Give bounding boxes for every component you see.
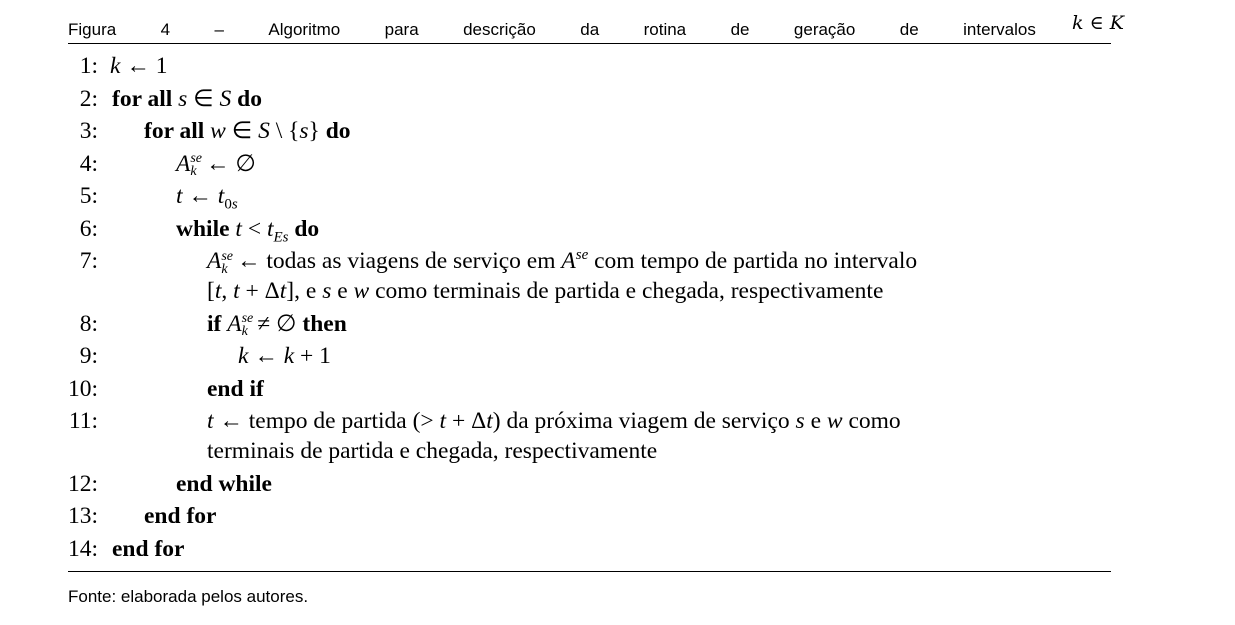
algo-line-9 (68, 340, 1111, 373)
line-number: 11: (68, 408, 98, 434)
line-text: terminais de partida e chegada, respectivamente (207, 438, 658, 464)
keyword: while (176, 215, 230, 242)
line-code: k ← 1 (110, 53, 168, 79)
keyword: do (237, 85, 262, 112)
line-code: t ← $t_{0s}$ (176, 183, 238, 213)
bottom-rule (68, 571, 1111, 572)
caption-word: Algoritmo (268, 20, 341, 39)
line-number: 6: (79, 215, 98, 242)
line-number: 3: (79, 118, 98, 144)
keyword: for all (144, 118, 205, 144)
algo-line-2 (68, 83, 1111, 116)
line-code: A se k ← ∅ (176, 150, 256, 180)
algo-line-7 (68, 245, 1111, 275)
line-code: for all s ∈ S do (112, 85, 262, 112)
algo-line-6 (68, 213, 1111, 246)
line-code: while $t < t_{Es}$ do (176, 215, 320, 246)
algo-line-10 (68, 373, 1111, 406)
line-code: A se k ← todas as viagens de serviço em $A^{se}$ com tempo de partida no intervalo (207, 247, 918, 277)
keyword: then (302, 310, 347, 337)
line-code (112, 533, 184, 566)
algo-line-5 (68, 180, 1111, 213)
line-number: 14: (68, 535, 99, 562)
line-text: todas as viagens de serviço em (266, 248, 556, 274)
line-text: da próxima viagem de serviço (506, 408, 790, 434)
keyword: if (207, 310, 222, 337)
line-code: for all w ∈ S \ {s} do (144, 118, 351, 144)
keyword: end for (112, 535, 185, 562)
caption-math-var: k (1072, 12, 1084, 34)
algo-line-11-cont (68, 435, 1111, 468)
line-number: 13: (68, 503, 99, 529)
keyword: end for (144, 503, 217, 529)
line-number: 12: (68, 470, 99, 497)
algo-line-12 (68, 468, 1111, 501)
line-number: 10: (68, 375, 99, 402)
line-text: e (337, 278, 348, 304)
line-number: 1: (79, 53, 98, 79)
caption-word: Figura (68, 20, 117, 39)
line-number: 8: (79, 310, 98, 337)
algorithm-block (68, 50, 1111, 565)
keyword: end if (207, 375, 264, 402)
algo-line-1 (68, 50, 1111, 83)
caption-word: para (384, 20, 419, 39)
line-code: [t, t + Δt], e s e w como terminais de partida e chegada, respectivamente (207, 278, 884, 304)
keyword: end while (176, 470, 272, 497)
algo-line-11 (68, 405, 1111, 435)
algo-line-14 (68, 533, 1111, 566)
source-note: Fonte: elaborada pelos autores. (68, 587, 309, 606)
keyword: for all (112, 85, 173, 112)
algo-line-3 (68, 115, 1111, 148)
caption-word: rotina (643, 20, 687, 39)
line-number: 7: (79, 248, 98, 274)
caption-word: de (730, 20, 750, 39)
caption-word: 4 (160, 20, 171, 39)
line-number: 5: (79, 183, 98, 209)
line-code (207, 435, 657, 468)
line-code (207, 373, 264, 406)
line-code (176, 468, 272, 501)
line-text: , e (294, 278, 317, 304)
algo-line-4 (68, 148, 1111, 181)
caption-word: descrição (463, 20, 536, 39)
line-text: como terminais de partida e chegada, respectivamente (375, 278, 884, 304)
line-code (144, 500, 216, 533)
line-text: tempo de partida (248, 408, 407, 434)
caption-word: da (580, 20, 600, 39)
keyword: do (325, 118, 351, 144)
line-number: 9: (79, 343, 98, 369)
figure-caption (68, 14, 1138, 44)
line-number: 4: (79, 150, 98, 177)
line-code: if A se k ≠ ∅ then (207, 310, 347, 340)
caption-math-set: K (1109, 12, 1124, 34)
algo-line-8 (68, 308, 1111, 341)
algo-line-7-cont (68, 275, 1111, 308)
caption-words (68, 20, 1036, 40)
line-number: 2: (79, 85, 98, 112)
line-text: com tempo de partida no intervalo (594, 248, 918, 274)
caption-word: – (214, 20, 224, 39)
line-text: como (848, 408, 901, 434)
line-text: e (810, 408, 821, 434)
line-code: t ← tempo de partida (> t + Δt) da próxima viagem de serviço s e w como (207, 408, 901, 434)
caption-word: geração (793, 20, 856, 39)
caption-math (1072, 12, 1124, 34)
keyword: do (294, 215, 320, 242)
algo-line-13 (68, 500, 1111, 533)
caption-word: de (899, 20, 919, 39)
line-code: k ← k + 1 (238, 343, 331, 369)
top-rule (68, 43, 1111, 44)
caption-word: intervalos (963, 20, 1036, 39)
caption-math-op: ∈ (1089, 12, 1104, 34)
